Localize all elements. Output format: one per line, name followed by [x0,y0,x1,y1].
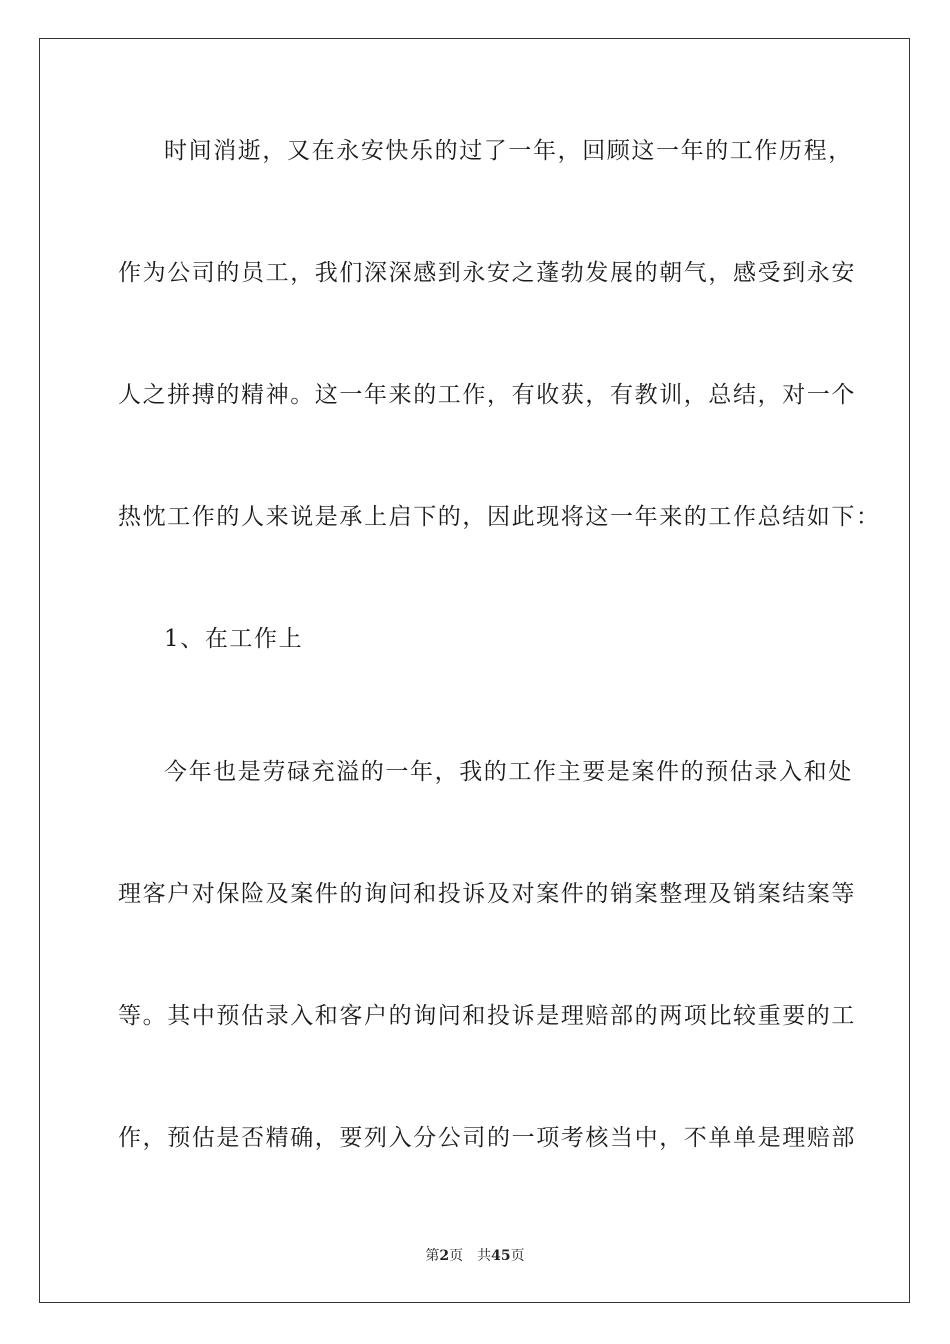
total-pages: 45 [491,1248,511,1264]
page-prefix: 第 [425,1248,440,1264]
total-suffix: 页 [510,1248,525,1264]
page-footer [0,1246,950,1266]
paragraph-line-4: 热忱工作的人来说是承上启下的，因此现将这一年来的工作总结如下： [118,504,881,530]
paragraph-line-5: 今年也是劳碌充溢的一年，我的工作主要是案件的预估录入和处 [164,759,853,785]
paragraph-line-7: 等。其中预估录入和客户的询问和投诉是理赔部的两项比较重要的工 [118,1003,856,1029]
page-number: 2 [439,1248,450,1264]
page-suffix: 页 [449,1248,464,1264]
paragraph-line-8: 作，预估是否精确，要列入分公司的一项考核当中，不单单是理赔部 [118,1125,856,1151]
paragraph-line-1: 时间消逝，又在永安快乐的过了一年，回顾这一年的工作历程， [164,138,853,164]
total-prefix: 共 [477,1248,492,1264]
paragraph-line-6: 理客户对保险及案件的询问和投诉及对案件的销案整理及销案结案等 [118,881,856,907]
page-border [39,38,910,1303]
section-heading: 1、在工作上 [164,626,304,652]
paragraph-line-2: 作为公司的员工，我们深深感到永安之蓬勃发展的朝气，感受到永安 [118,260,856,286]
paragraph-line-3: 人之拼搏的精神。这一年来的工作，有收获，有教训，总结，对一个 [118,382,856,408]
